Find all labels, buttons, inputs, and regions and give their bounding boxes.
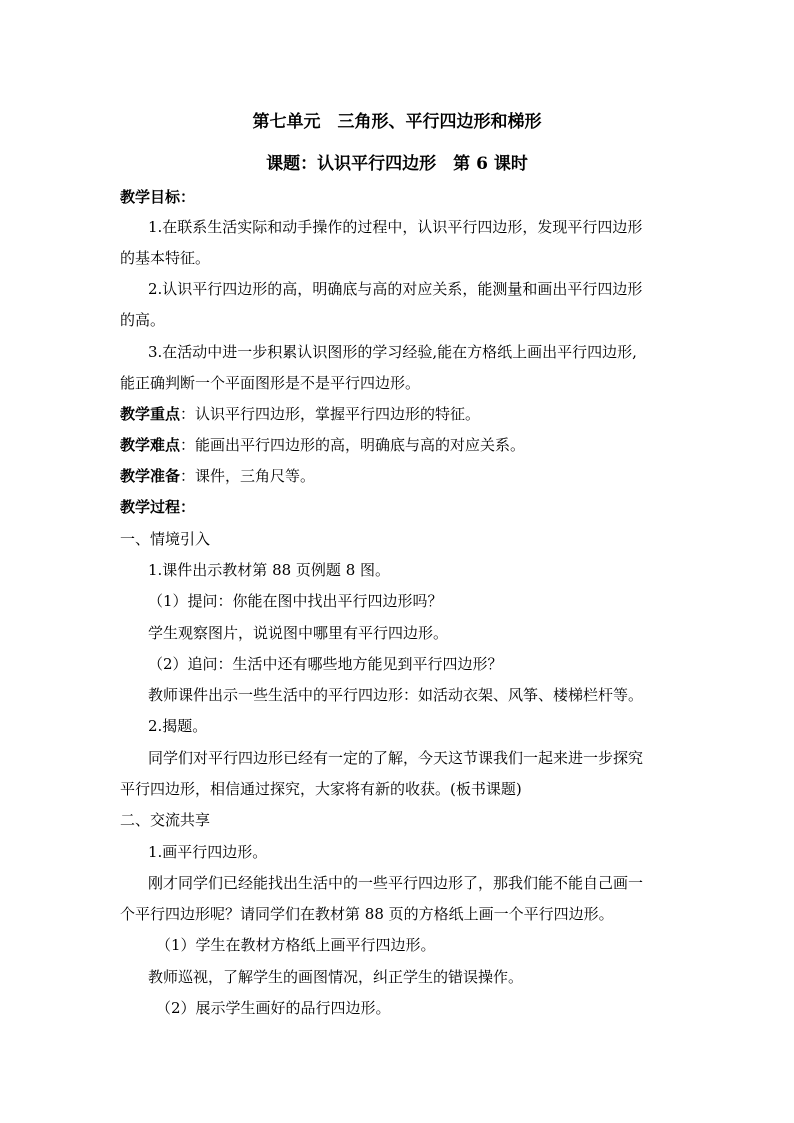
s1-item-1: 1.课件出示教材第 88 页例题 8 图。 bbox=[148, 561, 391, 579]
preparation bbox=[120, 466, 315, 486]
s2-paragraph-line2: 个平行四边形呢？请同学们在教材第 88 页的方格纸上画一个平行四边形。 bbox=[120, 905, 614, 923]
difficulty-text: ：能画出平行四边形的高，明确底与高的对应关系。 bbox=[180, 436, 526, 454]
s1-item-2: 2.揭题。 bbox=[148, 717, 208, 735]
s2-question-2: （2）展示学生画好的品行四边形。 bbox=[156, 999, 391, 1017]
objective-1-line1: 1.在联系生活实际和动手操作的过程中，认识平行四边形，发现平行四边形 bbox=[148, 218, 643, 236]
lesson-title: 课题：认识平行四边形 第 6 课时 bbox=[266, 154, 528, 174]
s2-item-1: 1.画平行四边形。 bbox=[148, 843, 268, 861]
s1-question-2: （2）追问：生活中还有哪些地方能见到平行四边形？ bbox=[148, 655, 503, 673]
s2-question-1: （1）学生在教材方格纸上画平行四边形。 bbox=[156, 936, 436, 954]
preparation-label: 教学准备 bbox=[120, 467, 181, 485]
s2-answer-1: 教师巡视，了解学生的画图情况，纠正学生的错误操作。 bbox=[148, 968, 524, 986]
key-point-label: 教学重点 bbox=[120, 405, 181, 423]
objective-3-line2: 能正确判断一个平面图形是不是平行四边形。 bbox=[120, 374, 421, 392]
objective-1-line2: 的基本特征。 bbox=[120, 249, 211, 267]
s1-question-1: （1）提问：你能在图中找出平行四边形吗？ bbox=[148, 592, 443, 610]
difficulty bbox=[120, 435, 525, 455]
key-point bbox=[120, 404, 480, 424]
s2-paragraph-line1: 刚才同学们已经能找出生活中的一些平行四边形了，那我们能不能自己画一 bbox=[148, 874, 644, 892]
unit-title: 第七单元 三角形、平行四边形和梯形 bbox=[252, 112, 542, 132]
objective-2-line2: 的高。 bbox=[120, 311, 166, 329]
difficulty-label: 教学难点 bbox=[120, 436, 181, 454]
objective-3-line1: 3.在活动中进一步积累认识图形的学习经验,能在方格纸上画出平行四边形, bbox=[148, 343, 637, 361]
objectives-heading: 教学目标： bbox=[120, 188, 196, 206]
key-point-text: ：认识平行四边形，掌握平行四边形的特征。 bbox=[180, 405, 481, 423]
s1-paragraph-line2: 平行四边形，相信通过探究，大家将有新的收获。(板书课题) bbox=[120, 780, 522, 798]
preparation-text: ：课件，三角尺等。 bbox=[180, 467, 316, 485]
s1-answer-1: 学生观察图片，说说图中哪里有平行四边形。 bbox=[148, 624, 449, 642]
section-2-title: 二、交流共享 bbox=[120, 811, 211, 829]
s1-answer-2: 教师课件出示一些生活中的平行四边形：如活动衣架、风筝、楼梯栏杆等。 bbox=[148, 686, 644, 704]
s1-paragraph-line1: 同学们对平行四边形已经有一定的了解，今天这节课我们一起来进一步探究 bbox=[148, 749, 644, 767]
section-1-title: 一、情境引入 bbox=[120, 530, 211, 548]
process-heading: 教学过程： bbox=[120, 498, 196, 516]
objective-2-line1: 2.认识平行四边形的高，明确底与高的对应关系，能测量和画出平行四边形 bbox=[148, 280, 643, 298]
